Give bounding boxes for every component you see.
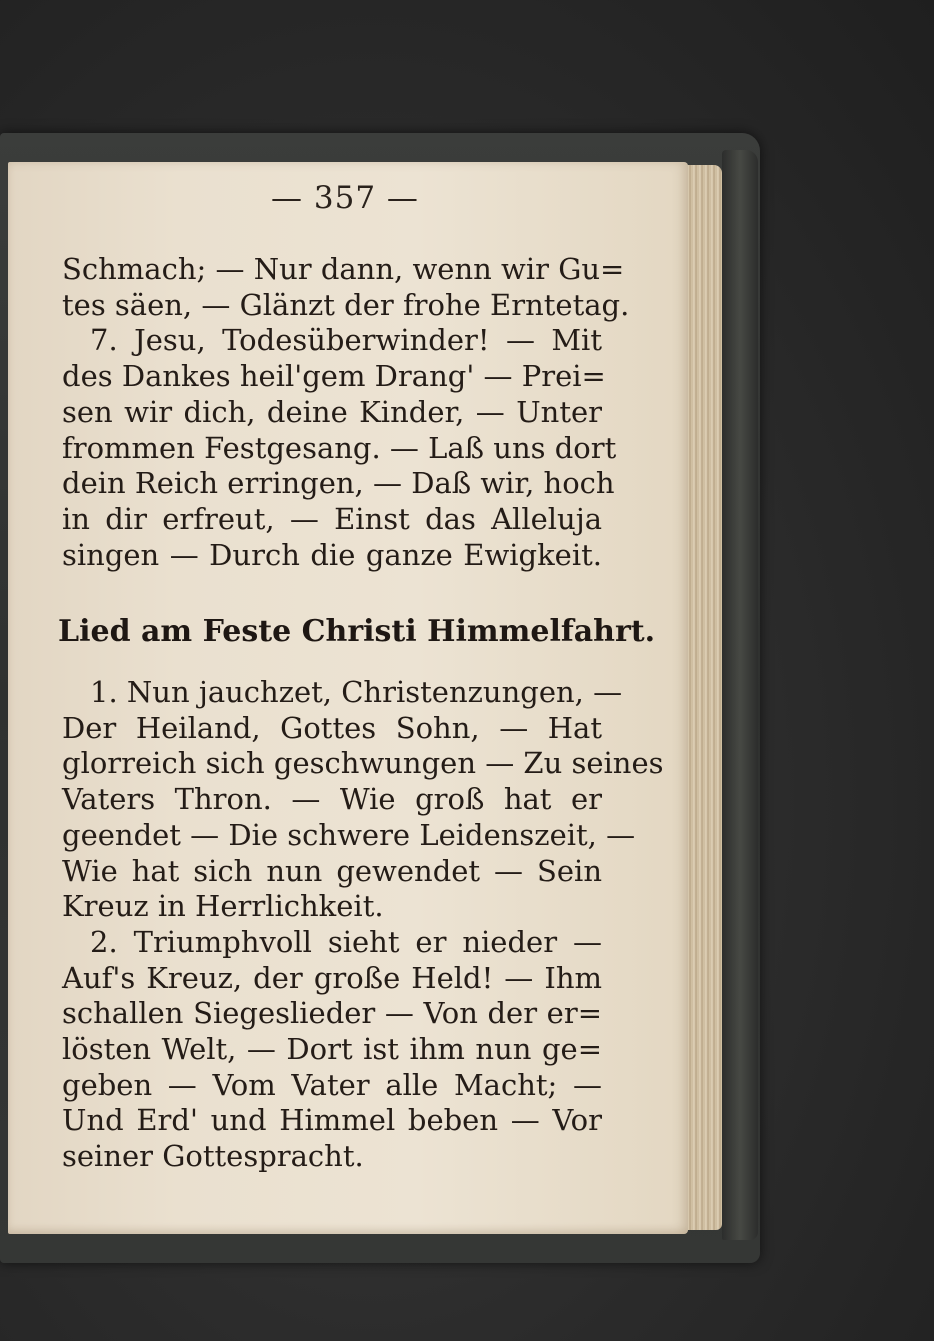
text-line: Kreuz in Herrlichkeit. bbox=[62, 889, 384, 924]
page-number: — 357 — bbox=[271, 180, 419, 216]
text-line: geben — Vom Vater alle Macht; — bbox=[62, 1067, 602, 1102]
text-line: frommen Festgesang. — Laß uns dort bbox=[62, 430, 617, 465]
text-line: singen — Durch die ganze Ewigkeit. bbox=[62, 537, 602, 572]
text-line: des Dankes heil'gem Drang' — Prei= bbox=[62, 359, 606, 394]
cover-spine-edge bbox=[722, 150, 758, 1240]
text-line: glorreich sich geschwungen — Zu seines bbox=[62, 746, 664, 781]
text-line: dein Reich erringen, — Daß wir, hoch bbox=[62, 466, 615, 501]
text-line: Der Heiland, Gottes Sohn, — Hat bbox=[62, 710, 602, 745]
text-line: Auf's Kreuz, der große Held! — Ihm bbox=[62, 960, 602, 995]
text-line: sen wir dich, deine Kinder, — Unter bbox=[62, 394, 602, 429]
text-line: tes säen, — Glänzt der frohe Erntetag. bbox=[62, 287, 630, 322]
text-line: in dir erfreut, — Einst das Alleluja bbox=[62, 501, 602, 536]
verse-start-line: 7. Jesu, Todesüberwinder! — Mit bbox=[90, 323, 602, 358]
text-line: geendet — Die schwere Leidenszeit, — bbox=[62, 817, 636, 852]
text-line: schallen Siegeslieder — Von der er= bbox=[62, 996, 602, 1031]
text-line: Wie hat sich nun gewendet — Sein bbox=[62, 853, 602, 888]
hymn-text-bottom bbox=[62, 675, 664, 1175]
verse-start-line: 1. Nun jauchzet, Christenzungen, — bbox=[90, 675, 623, 709]
text-line: Und Erd' und Himmel beben — Vor bbox=[62, 1103, 602, 1138]
text-line: lösten Welt, — Dort ist ihm nun ge= bbox=[62, 1032, 602, 1067]
verse-start-line: 2. Triumphvoll sieht er nieder — bbox=[90, 924, 602, 959]
hymn-heading: Lied am Feste Christi Himmelfahrt. bbox=[58, 614, 656, 649]
text-line: Vaters Thron. — Wie groß hat er bbox=[62, 782, 602, 817]
hymn-text-top bbox=[62, 252, 630, 573]
text-line: Schmach; — Nur dann, wenn wir Gu= bbox=[62, 252, 625, 286]
text-line: seiner Gottespracht. bbox=[62, 1139, 364, 1174]
